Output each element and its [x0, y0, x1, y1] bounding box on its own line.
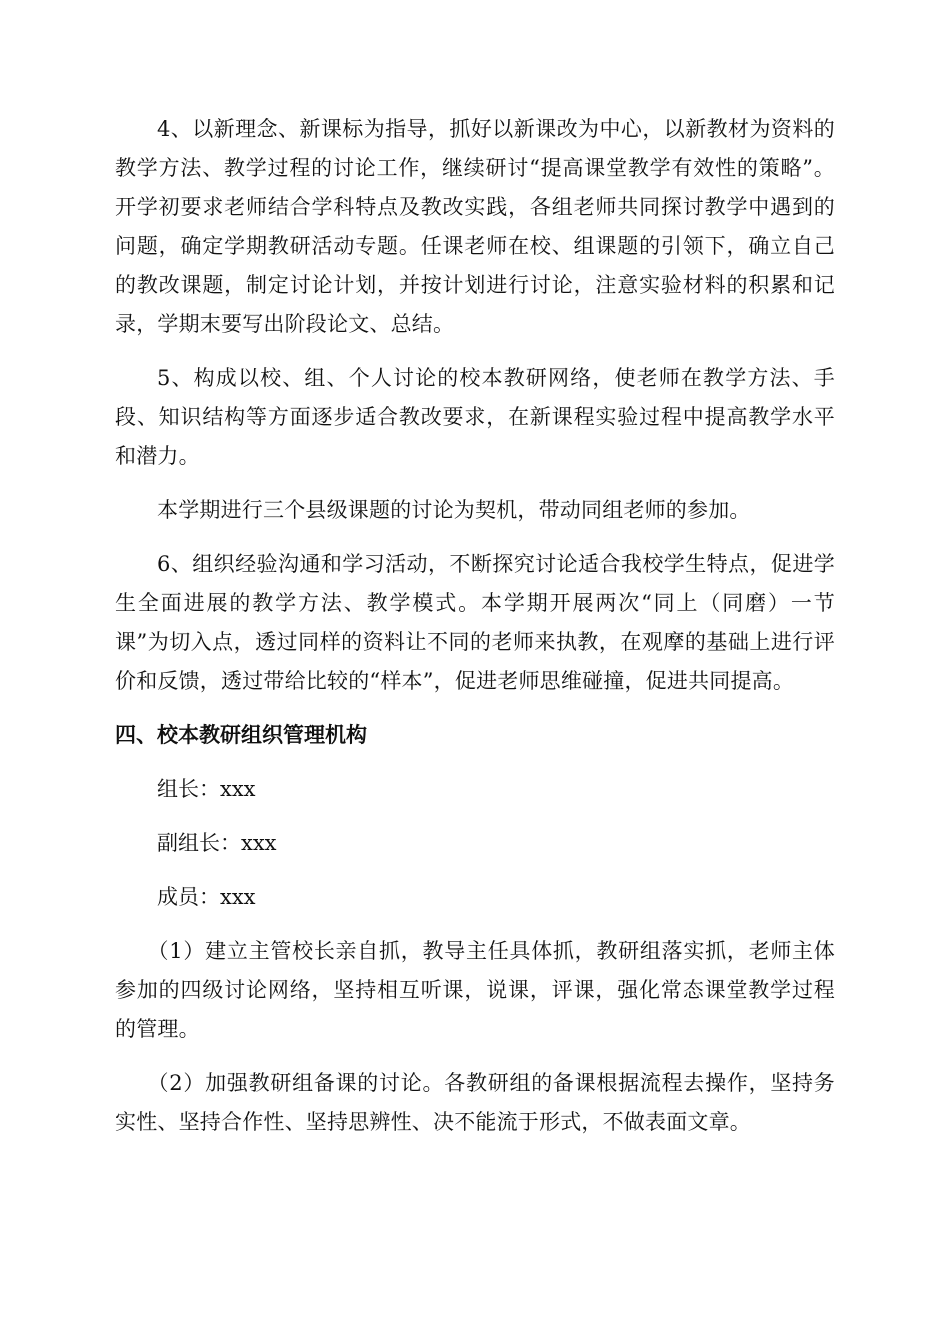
- leader-line: 组长：xxx: [157, 777, 256, 801]
- paragraph-item-4: 4、以新理念、新课标为指导，抓好以新课改为中心，以新教材为资料的教学方法、教学过程的讨论工作，继续研讨“提高课堂教学有效性的策略”。开学初要求老师结合学科特点及教改实践，各组老师共同探讨教学中遇到的问题，确定学期教研活动专题。任课老师在校、组课题的引领下，确立自己的教改课题，制定讨论计划，并按计划进行讨论，注意实验材料的积累和记录，学期末要写出阶段论文、总结。: [115, 117, 835, 336]
- paragraph-sub-1: （1）建立主管校长亲自抓，教导主任具体抓，教研组落实抓，老师主体参加的四级讨论网络，坚持相互听课，说课，评课，强化常态课堂教学过程的管理。: [115, 939, 835, 1041]
- section-heading: 四、校本教研组织管理机构: [115, 723, 367, 747]
- paragraph-sub-2: （2）加强教研组备课的讨论。各教研组的备课根据流程去操作，坚持务实性、坚持合作性、坚持思辨性、决不能流于形式，不做表面文章。: [115, 1071, 835, 1134]
- deputy-leader-line: 副组长：xxx: [157, 831, 277, 855]
- document-body: [115, 110, 835, 1157]
- paragraph-county-projects: 本学期进行三个县级课题的讨论为契机，带动同组老师的参加。: [157, 498, 751, 522]
- members-line: 成员：xxx: [157, 885, 256, 909]
- paragraph-item-5: 5、构成以校、组、个人讨论的校本教研网络，使老师在教学方法、手段、知识结构等方面逐步适合教改要求，在新课程实验过程中提高教学水平和潜力。: [115, 366, 835, 468]
- paragraph-item-6: 6、组织经验沟通和学习活动，不断探究讨论适合我校学生特点，促进学生全面进展的教学方法、教学模式。本学期开展两次“同上（同磨）一节课”为切入点，透过同样的资料让不同的老师来执教，在观摩的基础上进行评价和反馈，透过带给比较的“样本”，促进老师思维碰撞，促进共同提高。: [115, 552, 835, 693]
